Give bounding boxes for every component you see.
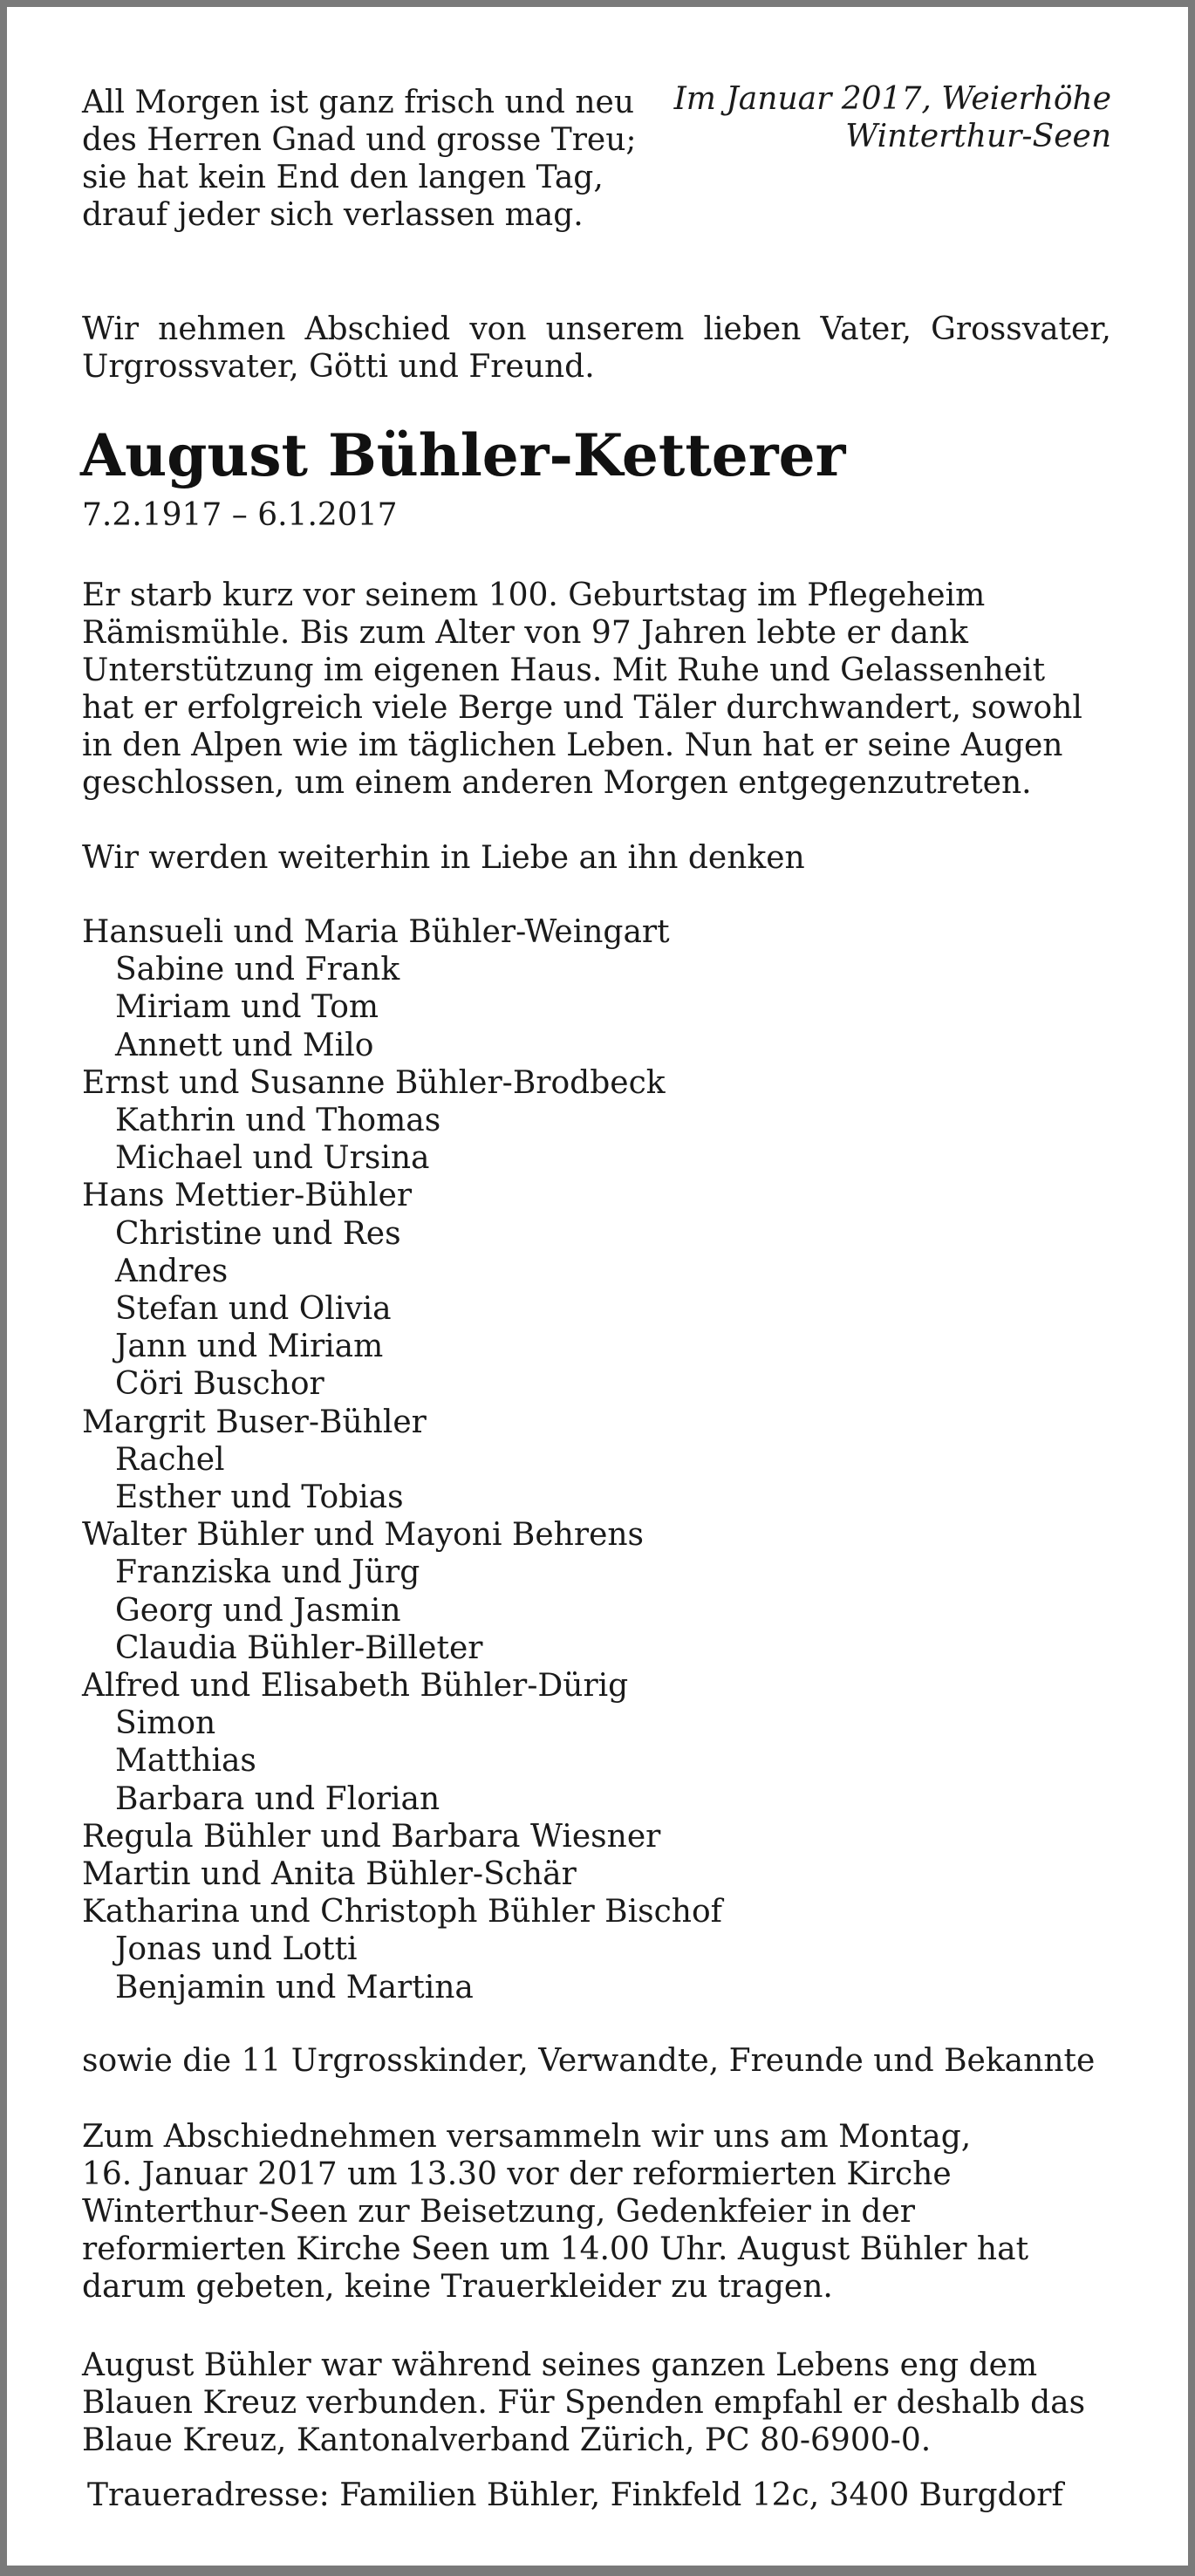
mourner-line: Claudia Bühler-Billeter: [115, 1630, 483, 1666]
ceremony-line: darum gebeten, keine Trauerkleider zu tragen.: [82, 2269, 833, 2305]
mourner-line: Andres: [115, 1253, 229, 1289]
mourner-line: Alfred und Elisabeth Bühler-Dürig: [82, 1668, 629, 1705]
mourner-line: Simon: [115, 1705, 216, 1742]
bio-line: Rämismühle. Bis zum Alter von 97 Jahren lebte er dank: [82, 615, 968, 651]
lifespan: 7.2.1917 – 6.1.2017: [82, 497, 398, 533]
mourner-line: Sabine und Frank: [115, 952, 400, 988]
bio-line: in den Alpen wie im täglichen Leben. Nun hat er seine Augen: [82, 728, 1063, 763]
mourner-line: Matthias: [115, 1743, 256, 1780]
mourner-line: Benjamin und Martina: [115, 1969, 474, 2005]
mourner-line: Esther und Tobias: [115, 1479, 404, 1516]
intro-text: Wir nehmen Abschied von unserem lieben Vater, Grossvater, Urgrossvater, Götti und Freund.: [82, 311, 1111, 385]
also-text: sowie die 11 Urgrosskinder, Verwandte, Freunde und Bekannte: [82, 2043, 1096, 2079]
mourner-line: Miriam und Tom: [115, 989, 379, 1026]
place-date-line: Winterthur-Seen: [845, 119, 1111, 154]
mourner-line: Regula Bühler und Barbara Wiesner: [82, 1818, 661, 1855]
donation-line: Blauen Kreuz verbunden. Für Spenden empfahl er deshalb das: [82, 2385, 1086, 2421]
mourner-line: Georg und Jasmin: [115, 1592, 401, 1629]
poem-line: des Herren Gnad und grosse Treu;: [82, 122, 637, 158]
mourner-line: Barbara und Florian: [115, 1780, 440, 1817]
mourner-line: Annett und Milo: [115, 1027, 374, 1063]
bio-line: geschlossen, um einem anderen Morgen entgegenzutreten.: [82, 765, 1032, 801]
place-date: [674, 80, 1111, 155]
donation-line: August Bühler war während seines ganzen Lebens eng dem: [82, 2347, 1038, 2383]
remember-text: Wir werden weiterhin in Liebe an ihn denken: [82, 840, 805, 876]
poem-line: drauf jeder sich verlassen mag.: [82, 197, 584, 233]
mourner-line: Ernst und Susanne Bühler-Brodbeck: [82, 1064, 666, 1101]
mourner-line: Martin und Anita Bühler-Schär: [82, 1856, 577, 1893]
poem-line: sie hat kein End den langen Tag,: [82, 160, 604, 195]
mourner-line: Franziska und Jürg: [115, 1554, 420, 1591]
poem: [82, 84, 637, 234]
mourner-line: Rachel: [115, 1441, 225, 1478]
mourner-line: Jann und Miriam: [115, 1329, 384, 1365]
mourner-line: Margrit Buser-Bühler: [82, 1404, 427, 1440]
ceremony-line: 16. Januar 2017 um 13.30 vor der reformierten Kirche: [82, 2156, 952, 2192]
ceremony-line: reformierten Kirche Seen um 14.00 Uhr. August Bühler hat: [82, 2231, 1029, 2267]
place-date-line: Im Januar 2017, Weierhöhe: [673, 81, 1111, 117]
mourner-line: Hansueli und Maria Bühler-Weingart: [82, 914, 670, 950]
ceremony-line: Zum Abschiednehmen versammeln wir uns am Montag,: [82, 2119, 972, 2155]
mourner-line: Kathrin und Thomas: [115, 1103, 441, 1139]
mourning-address: Traueradresse: Familien Bühler, Finkfeld 12c, 3400 Burgdorf: [87, 2477, 1063, 2513]
donation-line: Blaue Kreuz, Kantonalverband Zürich, PC 80-6900-0.: [82, 2422, 932, 2458]
bio-line: Er starb kurz vor seinem 100. Geburtstag im Pflegeheim: [82, 577, 986, 613]
mourner-line: Walter Bühler und Mayoni Behrens: [82, 1517, 645, 1554]
ceremony-text: [82, 2118, 1028, 2306]
ceremony-line: Winterthur-Seen zur Beisetzung, Gedenkfeier in der: [82, 2194, 915, 2230]
bio-line: Unterstützung im eigenen Haus. Mit Ruhe und Gelassenheit: [82, 653, 1046, 688]
mourner-line: Hans Mettier-Bühler: [82, 1178, 413, 1214]
mourners-list: [82, 913, 722, 2006]
poem-line: All Morgen ist ganz frisch und neu: [82, 85, 635, 120]
deceased-name: August Bühler-Ketterer: [80, 421, 846, 489]
mourner-line: Jonas und Lotti: [115, 1931, 358, 1968]
mourner-line: Michael und Ursina: [115, 1140, 430, 1177]
mourner-line: Katharina und Christoph Bühler Bischof: [82, 1894, 722, 1930]
mourner-line: Cöri Buschor: [115, 1366, 324, 1403]
mourner-line: Christine und Res: [115, 1215, 401, 1252]
bio-line: hat er erfolgreich viele Berge und Täler durchwandert, sowohl: [82, 690, 1082, 726]
biography: [82, 577, 1082, 802]
mourner-line: Stefan und Olivia: [115, 1291, 392, 1328]
donation-text: [82, 2347, 1085, 2459]
